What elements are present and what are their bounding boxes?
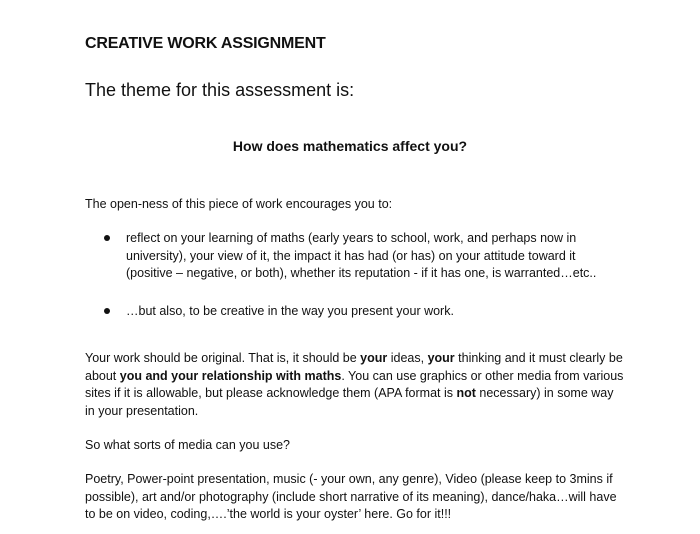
emphasis-not: not bbox=[456, 386, 476, 400]
originality-paragraph bbox=[85, 350, 625, 420]
emphasis-your-ideas: your bbox=[360, 351, 388, 365]
list-item-reflect bbox=[85, 230, 625, 283]
theme-question: How does mathematics affect you? bbox=[232, 138, 468, 154]
emphasis-relationship: you and your relationship with maths bbox=[119, 368, 342, 383]
originality-text-2: ideas, bbox=[387, 351, 428, 365]
emphasis-your-thinking: your bbox=[427, 351, 455, 365]
document-title: CREATIVE WORK ASSIGNMENT bbox=[85, 35, 326, 52]
bullet-icon bbox=[104, 308, 110, 314]
intro-text: The open-ness of this piece of work encourages you to: bbox=[85, 197, 393, 211]
originality-text-4: . You can use graphics or other media from various sites if it is allowable, but please acknowledge them (APA format is bbox=[85, 368, 624, 400]
list-item-text: …but also, to be creative in the way you present your work. bbox=[126, 303, 454, 318]
list-item-creative bbox=[85, 303, 625, 321]
media-question: So what sorts of media can you use? bbox=[85, 438, 290, 452]
originality-text-1: Your work should be original. That is, it should be bbox=[85, 351, 361, 365]
media-list-paragraph: Poetry, Power-point presentation, music (- your own, any genre), Video (please keep to 3mins if possible), art and/or photography (include short narrative of its meaning), dance/haka…will have to be on video, coding,….’the world is your oyster’ here. Go for it!!! bbox=[85, 472, 617, 521]
originality-text-5: necessary) in some way in your presentation. bbox=[85, 386, 614, 418]
bullet-icon bbox=[104, 235, 110, 241]
encouragement-list bbox=[85, 230, 625, 320]
list-item-text: reflect on your learning of maths (early years to school, work, and perhaps now in university), your view of it, the impact it has had (or has) on your attitude toward it (positive – negative, or both), whether its reputation - if it has one, is warranted…etc.. bbox=[126, 231, 597, 280]
originality-text-3: thinking and it must clearly be about bbox=[85, 351, 623, 383]
theme-heading: The theme for this assessment is: bbox=[85, 80, 355, 100]
